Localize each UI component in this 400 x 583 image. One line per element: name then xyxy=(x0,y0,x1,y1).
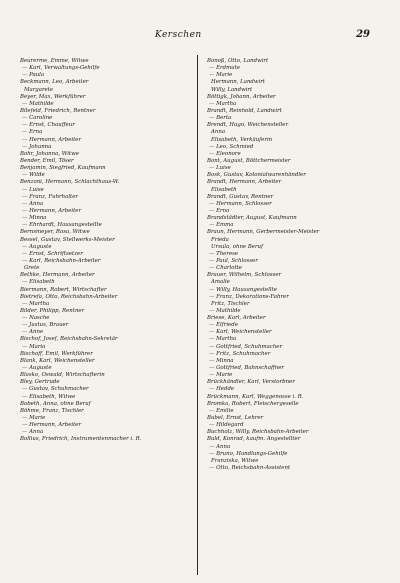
directory-subentry: — Elisabeth, Witwe xyxy=(22,393,76,400)
directory-entry: Benzoni, Hermann, Schlachthaus-W. xyxy=(20,179,120,186)
directory-entry: Bilefeld, Friedrich, Rentner xyxy=(20,107,96,114)
directory-entry: Brandt, Gustav, Rentner xyxy=(207,193,274,200)
page-number: 29 xyxy=(356,29,370,40)
directory-entry: Bethke, Hermann, Arbeiter xyxy=(20,272,95,279)
directory-subentry: — Bruno, Handlungs-Gehilfe xyxy=(209,450,288,457)
directory-subentry: — Ernst, Chauffeur xyxy=(22,122,75,129)
right-column xyxy=(207,58,367,472)
directory-entry: Bischof, Josef, Reichsbahn-Sekretär xyxy=(20,336,118,343)
directory-subentry: — Erdmute xyxy=(209,65,241,72)
directory-entry: Brandt, Reinhold, Landwirt xyxy=(207,107,282,114)
directory-subentry: Hermann, Landwirt xyxy=(211,79,265,86)
directory-subentry: — Martha xyxy=(209,100,237,107)
directory-subentry: — Fritz, Schuhmacher xyxy=(209,350,271,357)
directory-subentry: — Minna xyxy=(209,357,234,364)
directory-subentry: — Emilie xyxy=(209,407,234,414)
directory-subentry: Margarete xyxy=(24,86,54,93)
directory-subentry: — Anna xyxy=(22,429,44,436)
directory-entry: Buchholz, Willy, Reichsbahn-Arbeiter xyxy=(207,429,309,436)
directory-subentry: — Hermann, Arbeiter xyxy=(22,422,82,429)
directory-subentry: Elisabeth, Verkäuferin xyxy=(211,136,273,143)
directory-subentry: — Eleonore xyxy=(209,150,241,157)
directory-entry: Bessel, Gustav, Stellwerks-Meister xyxy=(20,236,115,243)
directory-subentry: — Paula xyxy=(22,72,45,79)
directory-subentry: — Gottfried, Schuhmacher xyxy=(209,343,283,350)
directory-entry: Bonoß, Otto, Landwirt xyxy=(207,58,269,64)
directory-subentry: — Mathilde xyxy=(209,307,241,314)
directory-subentry: — Erna xyxy=(209,207,230,214)
directory-subentry: — Auguste xyxy=(22,243,52,250)
directory-subentry: — Elfriede xyxy=(209,322,238,329)
directory-subentry: — Charlotte xyxy=(209,265,242,272)
directory-entry: Bohr, Johanna, Witwe xyxy=(20,150,79,157)
directory-subentry: — Hedde xyxy=(209,386,235,393)
directory-subentry: — Gottfried, Bahnschaffner xyxy=(209,365,285,372)
directory-subentry: — Paul, Schlosser xyxy=(209,257,258,264)
directory-entry: Bilder, Philipp, Rentner xyxy=(20,307,85,314)
directory-entry: Blasko, Oswald, Wirtschafterin xyxy=(20,372,105,379)
left-column xyxy=(20,58,180,444)
directory-entry: Bobeth, Anna, ohne Beruf xyxy=(20,400,91,407)
directory-subentry: — Karl, Reichsbahn-Arbeiter xyxy=(22,257,101,264)
directory-subentry: Frieda xyxy=(211,236,229,243)
running-head xyxy=(0,30,400,44)
directory-entry: Blank, Karl, Weichensteller xyxy=(20,357,95,364)
directory-subentry: Elisabeth xyxy=(211,186,237,193)
running-head-title: Kerschen xyxy=(155,30,202,40)
directory-subentry: — Elisabeth xyxy=(22,279,55,286)
directory-subentry: — Wilde xyxy=(22,172,45,179)
directory-subentry: Amalie xyxy=(211,279,230,286)
directory-entry: Briese, Karl, Arbeiter xyxy=(207,315,266,322)
directory-subentry: — Erna xyxy=(22,129,43,136)
directory-subentry: — Nasche xyxy=(22,315,50,322)
directory-entry: Bernsmeyer, Rosa, Witwe xyxy=(20,229,90,236)
directory-subentry: — Marie xyxy=(22,415,46,422)
directory-subentry: — Hermann, Arbeiter xyxy=(22,207,82,214)
directory-subentry: — Martha xyxy=(22,300,50,307)
directory-entry: Beyer, Max, Werkführer xyxy=(20,93,86,100)
directory-entry: Bromka, Robert, Fleischergeselle xyxy=(207,400,299,407)
directory-entry: Brandt, Hermann, Arbeiter xyxy=(207,179,282,186)
directory-subentry: — Hildegard xyxy=(209,422,244,429)
directory-subentry: — Otto, Reichsbahn-Assistent xyxy=(209,465,291,472)
directory-subentry: — Martha xyxy=(209,336,237,343)
directory-subentry: — Berta xyxy=(209,115,232,122)
directory-entry: Bubel, Ernst, Lehrer xyxy=(207,415,264,422)
directory-entry: Brauer, Wilhelm, Schlosser xyxy=(207,272,282,279)
directory-subentry: — Willy, Hausangestellte xyxy=(209,286,277,293)
directory-subentry: — Caroline xyxy=(22,115,53,122)
directory-subentry: — Marie xyxy=(209,72,233,79)
directory-subentry: — Anne xyxy=(22,329,44,336)
directory-subentry: Fritz, Tischler xyxy=(211,300,250,307)
directory-subentry: — Luise xyxy=(209,165,231,172)
directory-subentry: — Auguste xyxy=(22,365,52,372)
directory-entry: Bollius, Friedrich, Instrumentenmacher i. R. xyxy=(20,436,142,443)
directory-entry: Biermann, Robert, Wirtschafter xyxy=(20,286,107,293)
directory-subentry: — Leo, Schmied xyxy=(209,143,254,150)
directory-entry: Buld, Konrad, kaufm. Angestellter xyxy=(207,436,301,443)
directory-subentry: — Therese xyxy=(209,250,239,257)
directory-entry: Bietrefa, Otto, Reichsbahn-Arbeiter xyxy=(20,293,118,300)
directory-entry: Brandstädter, August, Kaufmann xyxy=(207,215,297,222)
directory-entry: Brückhändler, Karl, Verstorbner xyxy=(207,379,295,386)
directory-subentry: — Emma xyxy=(209,222,234,229)
directory-entry: Benjamin, Siegfried, Kaufmann xyxy=(20,165,106,172)
directory-subentry: — Anna xyxy=(209,443,231,450)
directory-entry: Bischoff, Emil, Werkführer xyxy=(20,350,93,357)
directory-subentry: — Hermann, Schlosser xyxy=(209,200,272,207)
directory-subentry: — Karl, Verwaltungs-Gehilfe xyxy=(22,65,100,72)
directory-entry: Böttigk, Johann, Arbeiter xyxy=(207,93,276,100)
directory-subentry: — Marie xyxy=(209,372,233,379)
directory-subentry: — Karl, Weichensteller xyxy=(209,329,272,336)
directory-subentry: — Maria xyxy=(22,343,46,350)
directory-subentry: — Johanna xyxy=(22,143,52,150)
directory-subentry: — Franz, Dekorations-Fahrer xyxy=(209,293,289,300)
directory-entry: Bont, August, Böttchermeister xyxy=(207,157,291,164)
directory-subentry: — Gustav, Schuhmacher xyxy=(22,386,89,393)
directory-subentry: — Ehrhardt, Hausangestellte xyxy=(22,222,102,229)
directory-entry: Bosk, Gustav, Kolonialwarenhändler xyxy=(207,172,306,179)
directory-subentry: Grete xyxy=(24,265,40,272)
directory-subentry: Franziska, Witwe xyxy=(211,457,259,464)
directory-entry: Bender, Emil, Töser xyxy=(20,157,74,164)
directory-subentry: — Minna xyxy=(22,215,47,222)
directory-subentry: — Anna xyxy=(22,200,44,207)
directory-entry: Brückmann, Karl, Weggenosse i. R. xyxy=(207,393,304,400)
directory-subentry: Anna xyxy=(211,129,226,136)
directory-entry: Braun, Hermann, Gerbermeister-Meister xyxy=(207,229,320,236)
directory-entry: Beurerme, Emme, Witwe xyxy=(20,58,89,64)
directory-subentry: Willy, Landwirt xyxy=(211,86,253,93)
directory-entry: Bley, Gertrude xyxy=(20,379,60,386)
directory-subentry: — Mathilde xyxy=(22,100,54,107)
directory-subentry: — Hermann, Arbeiter xyxy=(22,136,82,143)
directory-entry: Brendt, Hugo, Weichensteller xyxy=(207,122,289,129)
directory-subentry: — Justus, Brauer xyxy=(22,322,69,329)
directory-entry: Beckmann, Leo, Arbeiter xyxy=(20,79,89,86)
directory-subentry: — Luise xyxy=(22,186,44,193)
directory-entry: Böhme, Franz, Tischler xyxy=(20,407,84,414)
column-divider xyxy=(197,55,198,575)
directory-subentry: Ursula, ohne Beruf xyxy=(211,243,264,250)
directory-subentry: — Ernst, Schriftsetzer xyxy=(22,250,83,257)
directory-subentry: — Franz, Fuhrhalter xyxy=(22,193,78,200)
